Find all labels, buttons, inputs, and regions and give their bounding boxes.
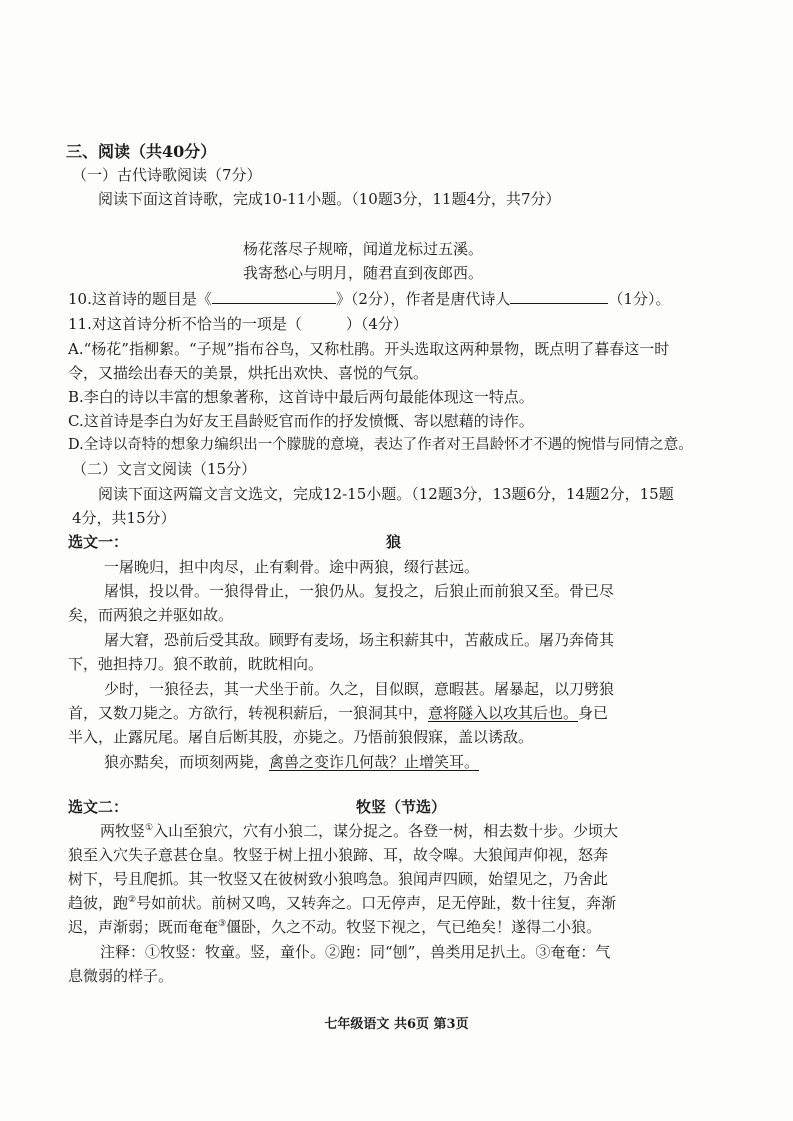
page-footer-text: 七年级语文 共6页 第3页 <box>324 1017 469 1032</box>
text2-line-4 <box>68 892 616 914</box>
text2-line-1 <box>100 820 618 842</box>
text2-line-1-a: 两牧竖 <box>100 822 146 840</box>
text1-para-4-line-3: 半入，止露尻尾。屠自后断其股，亦毙之。乃悟前狼假寐，盖以诱敌。 <box>68 728 534 746</box>
text2-line-2: 狼至入穴失子意甚仓皇。牧竖于树上扭小狼蹄、耳，故令嗥。大狼闻声仰视，怒奔 <box>68 846 609 864</box>
part2-title: （二）文言文阅读（15分） <box>72 460 257 478</box>
question-11 <box>68 313 408 335</box>
text1-para-2-line-1: 屠惧，投以骨。一狼得骨止，一狼仍从。复投之，后狼止而前狼又至。骨已尽 <box>104 582 615 600</box>
text2-line-5-b: 僵卧，久之不动。牧竖下视之，气已绝矣！遂得二小狼。 <box>226 918 602 936</box>
text1-para-2-line-2: 矣，而两狼之并驱如故。 <box>68 606 234 624</box>
text2-line-5 <box>68 916 601 938</box>
text1-label: 选文一： <box>68 533 129 551</box>
q10-author-blank[interactable] <box>510 289 608 304</box>
text2-notes-line-2: 息微弱的样子。 <box>68 967 174 985</box>
part2-instruction-2: 4分，共15分） <box>72 509 176 527</box>
q11-option-b: B.李白的诗以丰富的想象著称，这首诗中最后两句最能体现这一特点。 <box>68 388 534 406</box>
text1-para-4-line-2 <box>68 702 608 724</box>
text2-line-3: 树下，号且爬抓。其一牧竖又在彼树致小狼鸣急。狼闻声四顾，始望见之，乃舍此 <box>68 870 609 888</box>
q11-stem-a: 11.对这首诗分析不恰当的一项是（ <box>68 315 302 333</box>
text1-para-4-line-1: 少时，一狼径去，其一犬坐于前。久之，目似瞑，意暇甚。屠暴起，以刀劈狼 <box>104 680 615 698</box>
q11-option-d: D.全诗以奇特的想象力编织出一个朦胧的意境，表达了作者对王昌龄怀才不遇的惋惜与同情之意。 <box>68 437 693 453</box>
part2-instruction-1: 阅读下面这两篇文言文选文，完成12-15小题。（12题3分，13题6分，14题2分，15题 <box>98 485 674 503</box>
question-10 <box>68 288 670 310</box>
page-footer <box>0 1014 793 1036</box>
text1-title: 狼 <box>386 533 402 551</box>
q10-middle: 》（2分），作者是唐代诗人 <box>335 290 511 308</box>
q10-suffix: （1分）。 <box>608 290 671 308</box>
text1-para-3-line-2: 下，弛担持刀。狼不敢前，眈眈相向。 <box>68 655 324 673</box>
footnote-marker-2: ② <box>128 895 137 905</box>
text1-para-4-text: 首，又数刀毙之。方欲行，转视积薪后，一狼洞其中， <box>68 704 429 722</box>
poem-line-2: 我寄愁心与明月，随君直到夜郎西。 <box>243 264 484 282</box>
text2-line-1-b: 入山至狼穴，穴有小狼二，谋分捉之。各登一树，相去数十步。少顷大 <box>153 822 619 840</box>
q11-stem-b: ）（4分） <box>345 315 408 333</box>
text2-title: 牧竖（节选） <box>356 798 447 816</box>
part1-instruction: 阅读下面这首诗歌，完成10-11小题。（10题3分，11题4分，共7分） <box>98 190 561 208</box>
q10-title-blank[interactable] <box>212 289 336 304</box>
underlined-sentence-1: 意将隧入以攻其后也。 <box>428 704 579 722</box>
text2-line-4-a: 趋彼，跑 <box>68 894 129 912</box>
footnote-marker-1: ① <box>145 823 154 833</box>
text1-para-1: 一屠晚归，担中肉尽，止有剩骨。途中两狼，缀行甚远。 <box>104 558 480 576</box>
q11-option-c: C.这首诗是李白为好友王昌龄贬官而作的抒发愤慨、寄以慰藉的诗作。 <box>68 412 534 430</box>
q11-option-a-2: 令，又描绘出春天的美景，烘托出欢快、喜悦的气氛。 <box>68 364 429 382</box>
text1-para-4-tail: 身已 <box>578 704 609 722</box>
q11-option-a-1: A.“杨花”指柳絮。“子规”指布谷鸟，又称杜鹃。开头选取这两种景物，既点明了暮春这一时 <box>68 340 670 358</box>
text2-line-4-b: 号如前状。前树又鸣，又转奔之。口无停声，足无停趾，数十往复，奔渐 <box>136 894 617 912</box>
text1-para-5-text: 狼亦黠矣，而顷刻两毙， <box>104 753 270 771</box>
text2-notes-line-1: 注释：①牧竖：牧童。竖，童仆。②跑：同“刨”，兽类用足扒土。③奄奄：气 <box>100 943 611 961</box>
q10-prefix: 10.这首诗的题目是《 <box>68 290 212 308</box>
poem-line-1: 杨花落尽子规啼，闻道龙标过五溪。 <box>243 240 484 258</box>
footnote-marker-3: ③ <box>218 919 227 929</box>
underlined-sentence-2: 禽兽之变诈几何哉？止增笑耳。 <box>269 753 480 771</box>
text2-line-5-a: 迟，声渐弱；既而奄奄 <box>68 918 219 936</box>
section-title: 三、阅读（共40分） <box>66 142 217 161</box>
text1-para-3-line-1: 屠大窘，恐前后受其敌。顾野有麦场，场主积薪其中，苫蔽成丘。屠乃奔倚其 <box>104 631 615 649</box>
text1-para-5 <box>104 751 479 773</box>
part1-title: （一）古代诗歌阅读（7分） <box>72 166 262 184</box>
text2-label: 选文二： <box>68 798 129 816</box>
